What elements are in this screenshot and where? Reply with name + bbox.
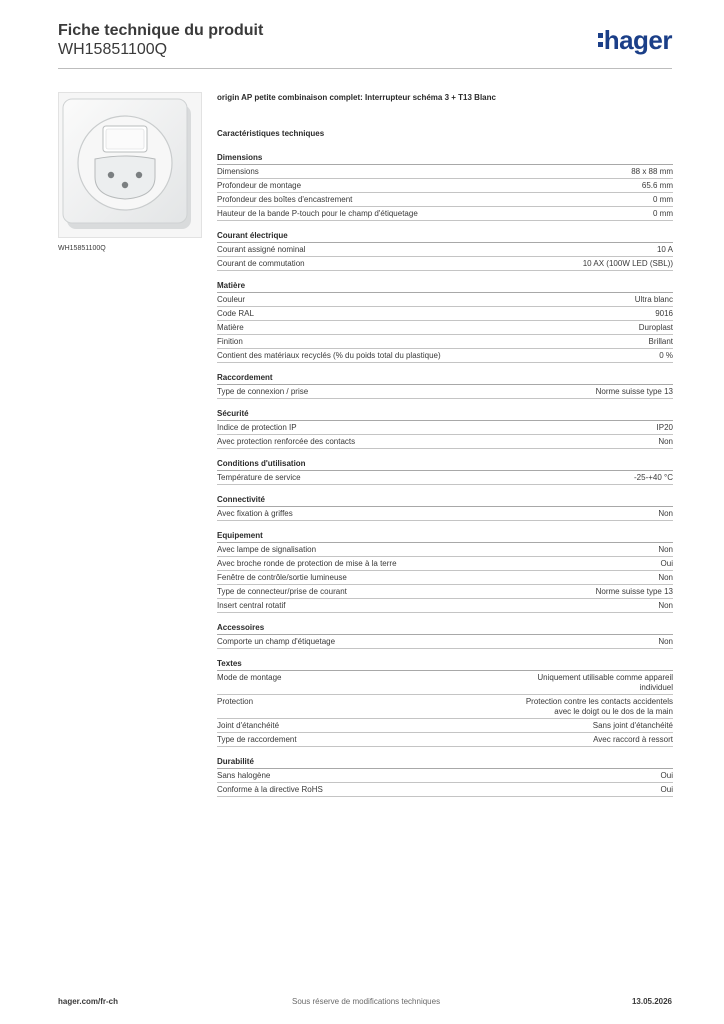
spec-section [217, 622, 673, 649]
spec-label: Sans halogène [217, 771, 271, 780]
spec-value: Duroplast [638, 323, 673, 332]
spec-value: Non [658, 573, 673, 582]
spec-row [217, 335, 673, 349]
spec-value: -25-+40 °C [634, 473, 673, 482]
characteristics-sections [217, 152, 673, 797]
spec-row [217, 543, 673, 557]
footer-website: hager.com/fr-ch [58, 997, 119, 1006]
spec-row [217, 585, 673, 599]
section-title: Durabilité [217, 756, 673, 769]
spec-label: Température de service [217, 473, 301, 482]
footer-date: 13.05.2026 [631, 997, 672, 1006]
spec-label: Mode de montage [217, 673, 282, 682]
section-title: Connectivité [217, 494, 673, 507]
spec-row [217, 421, 673, 435]
spec-section [217, 408, 673, 449]
spec-label: Courant assigné nominal [217, 245, 306, 254]
section-title: Equipement [217, 530, 673, 543]
section-title: Raccordement [217, 372, 673, 385]
spec-value: Non [658, 545, 673, 554]
product-image [58, 92, 202, 238]
hager-logo [598, 26, 672, 54]
spec-value: 88 x 88 mm [631, 167, 673, 176]
spec-value: 0 % [659, 351, 673, 360]
spec-value: 9016 [655, 309, 673, 318]
spec-row [217, 769, 673, 783]
spec-value: Uniquement utilisable comme appareil individuel [537, 673, 673, 692]
spec-label: Code RAL [217, 309, 254, 318]
spec-label: Couleur [217, 295, 246, 304]
spec-row [217, 599, 673, 613]
spec-row [217, 507, 673, 521]
switch-socket-illustration [59, 93, 201, 237]
section-title: Matière [217, 280, 673, 293]
spec-value: Oui [660, 785, 673, 794]
spec-section [217, 494, 673, 521]
section-title: Accessoires [217, 622, 673, 635]
spec-label: Profondeur de montage [217, 181, 302, 190]
spec-section [217, 658, 673, 747]
spec-value: Ultra blanc [634, 295, 673, 304]
spec-value: Non [658, 509, 673, 518]
spec-value: Brillant [648, 337, 673, 346]
technical-content [217, 93, 673, 797]
spec-row [217, 471, 673, 485]
footer-disclaimer: Sous réserve de modifications techniques [292, 997, 441, 1006]
spec-label: Avec protection renforcée des contacts [217, 437, 356, 446]
spec-row [217, 349, 673, 363]
image-caption: WH15851100Q [58, 245, 106, 252]
spec-row [217, 243, 673, 257]
spec-section [217, 230, 673, 271]
section-title: Dimensions [217, 152, 673, 165]
spec-label: Avec fixation à griffes [217, 509, 293, 518]
spec-label: Indice de protection IP [217, 423, 297, 432]
spec-label: Courant de commutation [217, 259, 305, 268]
spec-value: Protection contre les contacts accidentels avec le doigt ou le dos de la main [525, 697, 673, 716]
section-title: Conditions d'utilisation [217, 458, 673, 471]
spec-row [217, 385, 673, 399]
spec-row [217, 257, 673, 271]
spec-row [217, 695, 673, 719]
spec-value: Non [658, 601, 673, 610]
spec-value: 10 AX (100W LED (SBL)) [582, 259, 673, 268]
spec-label: Type de raccordement [217, 735, 297, 744]
section-title: Courant électrique [217, 230, 673, 243]
logo-dots-icon [598, 33, 603, 47]
spec-section [217, 152, 673, 221]
spec-row [217, 719, 673, 733]
spec-value: Sans joint d'étanchéité [592, 721, 673, 730]
product-reference: WH15851100Q [58, 41, 168, 58]
spec-label: Avec lampe de signalisation [217, 545, 317, 554]
page-title: Fiche technique du produit [58, 22, 264, 39]
spec-row [217, 179, 673, 193]
spec-value: Norme suisse type 13 [595, 387, 673, 396]
spec-label: Hauteur de la bande P-touch pour le champ d'étiquetage [217, 209, 418, 218]
spec-label: Fenêtre de contrôle/sortie lumineuse [217, 573, 347, 582]
spec-section [217, 372, 673, 399]
spec-row [217, 293, 673, 307]
spec-row [217, 165, 673, 179]
spec-label: Contient des matériaux recyclés (% du poids total du plastique) [217, 351, 441, 360]
spec-row [217, 193, 673, 207]
spec-value: 10 A [656, 245, 673, 254]
characteristics-title: Caractéristiques techniques [217, 129, 325, 138]
spec-label: Type de connecteur/prise de courant [217, 587, 347, 596]
spec-row [217, 635, 673, 649]
spec-section [217, 530, 673, 613]
spec-value: Avec raccord à ressort [593, 735, 673, 744]
page-header [58, 22, 672, 69]
spec-row [217, 321, 673, 335]
spec-value: 0 mm [653, 195, 673, 204]
spec-label: Profondeur des boîtes d'encastrement [217, 195, 353, 204]
spec-label: Matière [217, 323, 244, 332]
spec-row [217, 435, 673, 449]
spec-value: Oui [660, 559, 673, 568]
spec-label: Protection [217, 697, 254, 706]
section-title: Sécurité [217, 408, 673, 421]
spec-row [217, 307, 673, 321]
spec-value: 65.6 mm [641, 181, 673, 190]
spec-label: Type de connexion / prise [217, 387, 309, 396]
spec-label: Finition [217, 337, 243, 346]
product-name: origin AP petite combinaison complet: Interrupteur schéma 3 + T13 Blanc [217, 93, 496, 102]
spec-row [217, 571, 673, 585]
spec-label: Conforme à la directive RoHS [217, 785, 323, 794]
logo-text: hager [603, 25, 672, 55]
spec-label: Joint d'étanchéité [217, 721, 280, 730]
spec-label: Dimensions [217, 167, 259, 176]
spec-value: 0 mm [653, 209, 673, 218]
spec-value: Non [658, 637, 673, 646]
spec-section [217, 280, 673, 363]
spec-value: Oui [660, 771, 673, 780]
spec-row [217, 783, 673, 797]
spec-row [217, 557, 673, 571]
spec-value: Norme suisse type 13 [595, 587, 673, 596]
spec-section [217, 458, 673, 485]
spec-label: Insert central rotatif [217, 601, 286, 610]
spec-section [217, 756, 673, 797]
section-title: Textes [217, 658, 673, 671]
spec-row [217, 733, 673, 747]
spec-row [217, 207, 673, 221]
spec-row [217, 671, 673, 695]
spec-value: IP20 [656, 423, 673, 432]
spec-value: Non [658, 437, 673, 446]
spec-label: Avec broche ronde de protection de mise à la terre [217, 559, 397, 568]
spec-label: Comporte un champ d'étiquetage [217, 637, 336, 646]
